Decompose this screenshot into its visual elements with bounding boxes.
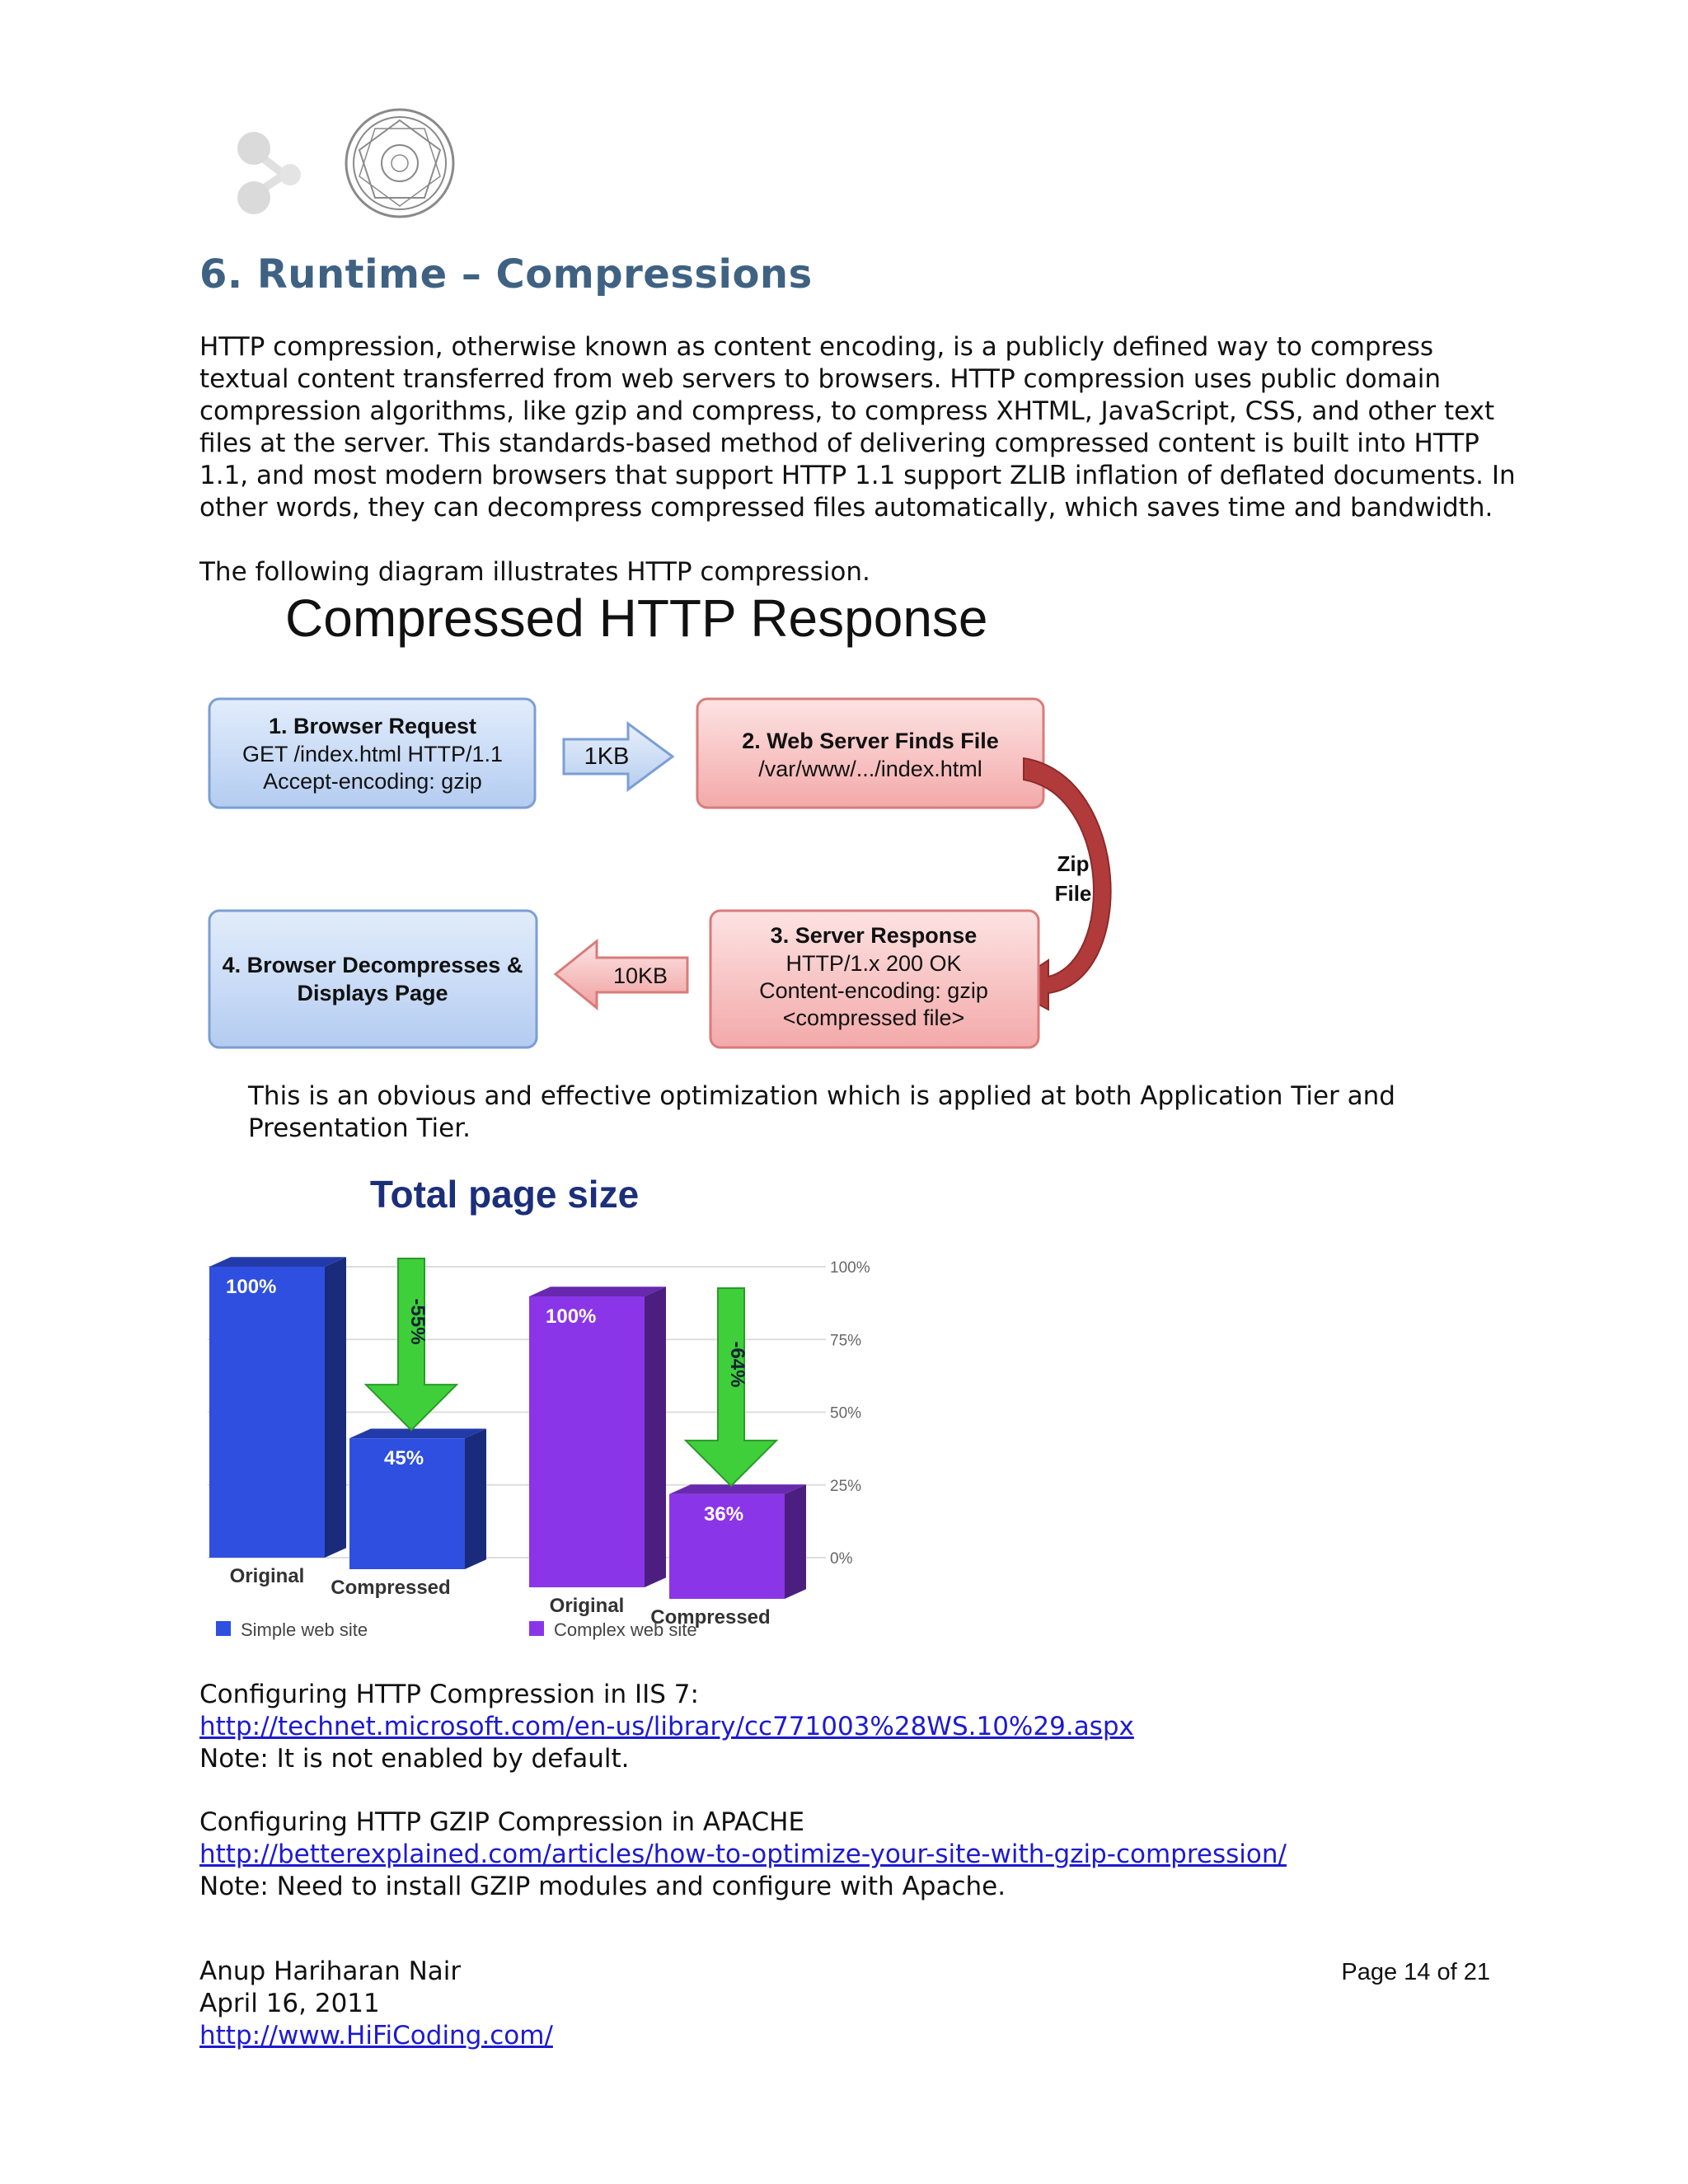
box3-title: 3. Server Response (770, 923, 978, 948)
iis-section (199, 1679, 1518, 1775)
diagram-intro: The following diagram illustrates HTTP compression. (199, 557, 870, 587)
category-label: Compressed (650, 1606, 771, 1629)
browser-request-box (209, 699, 535, 808)
bar-complex-original (529, 1286, 666, 1617)
apache-section (199, 1807, 1518, 1903)
optimization-text: This is an obvious and effective optimization which is applied at both Application Tier and Presentation Tier. (248, 1081, 1395, 1143)
request-arrow (564, 724, 673, 790)
curve-label-line1: Zip (1057, 851, 1090, 876)
diagram-title: Compressed HTTP Response (285, 588, 988, 648)
reduction-arrow (686, 1288, 776, 1486)
legend-swatch (216, 1621, 231, 1636)
bar-value-label: 45% (384, 1447, 424, 1470)
box4-title-line2: Displays Page (297, 981, 448, 1005)
footer-author: Anup Hariharan Nair (199, 1957, 462, 1986)
response-size-label: 10KB (612, 963, 668, 988)
legend-label: Complex web site (554, 1619, 697, 1640)
y-tick-label: 25% (830, 1477, 862, 1495)
y-tick-label: 50% (830, 1404, 862, 1422)
box3-line3: <compressed file> (782, 1005, 965, 1030)
reduction-label: -64% (726, 1341, 748, 1388)
legend-swatch (529, 1621, 544, 1636)
server-response-box (710, 911, 1039, 1047)
legend-label: Simple web site (241, 1619, 368, 1640)
chart-y-ticks (830, 1259, 870, 1568)
box2-title: 2. Web Server Finds File (742, 729, 999, 753)
apache-note: Note: Need to install GZIP modules and configure with Apache. (199, 1872, 1006, 1901)
iis-link[interactable]: http://technet.microsoft.com/en-us/library/cc771003%28WS.10%29.aspx (199, 1712, 1134, 1741)
http-compression-diagram (199, 585, 1147, 1055)
y-tick-label: 75% (830, 1332, 862, 1350)
chart-legend (216, 1619, 697, 1640)
web-server-box (697, 699, 1043, 808)
apache-heading: Configuring HTTP GZIP Compression in APACHE (199, 1807, 805, 1837)
header-logos (223, 107, 470, 231)
chart-title: Total page size (369, 1173, 640, 1216)
box3-line2: Content-encoding: gzip (759, 978, 988, 1003)
section-title: 6. Runtime – Compressions (199, 251, 813, 298)
page-number: Page 14 of 21 (1341, 1959, 1490, 1985)
bar-top (209, 1257, 346, 1267)
box2-line1: /var/www/.../index.html (758, 757, 982, 781)
iis-heading: Configuring HTTP Compression in IIS 7: (199, 1680, 699, 1709)
apache-link[interactable]: http://betterexplained.com/articles/how-to-optimize-your-site-with-gzip-compression/ (199, 1840, 1287, 1869)
box1-title: 1. Browser Request (268, 714, 477, 738)
request-size-label: 1KB (584, 743, 630, 770)
reduction-arrow (366, 1258, 457, 1430)
footer-date: April 16, 2011 (199, 1989, 380, 2018)
bar-front (209, 1267, 325, 1558)
reduction-label: -55% (406, 1298, 429, 1345)
seal-logo-icon (346, 110, 453, 217)
bar-top (529, 1286, 666, 1296)
intro-paragraph (199, 331, 1518, 524)
response-arrow (556, 941, 687, 1008)
bar-side (465, 1428, 486, 1569)
category-label: Original (549, 1595, 625, 1617)
bar-front (529, 1296, 645, 1587)
footer-left (199, 1956, 1518, 2052)
category-label: Original (229, 1565, 305, 1587)
category-label: Compressed (331, 1577, 451, 1599)
bar-value-label: 36% (704, 1502, 744, 1526)
bar-top (349, 1428, 486, 1438)
box1-line2: Accept-encoding: gzip (263, 769, 482, 794)
iis-note: Note: It is not enabled by default. (199, 1744, 630, 1774)
bar-top (669, 1484, 806, 1494)
bar-value-label: 100% (226, 1276, 277, 1298)
bar-side (785, 1484, 806, 1599)
bar-simple-original (209, 1257, 346, 1587)
bar-side (325, 1257, 346, 1558)
bar-value-label: 100% (546, 1305, 597, 1328)
box1-line1: GET /index.html HTTP/1.1 (241, 742, 504, 766)
y-tick-label: 0% (830, 1550, 853, 1568)
box4-title-line1: 4. Browser Decompresses & (222, 953, 523, 977)
curve-label-line2: File (1054, 881, 1092, 906)
total-page-size-chart (199, 1158, 925, 1657)
bar-side (645, 1286, 666, 1587)
bar-complex-compressed (650, 1484, 806, 1629)
chart-bars (209, 1257, 806, 1629)
intro-text: HTTP compression, otherwise known as content encoding, is a publicly defined way to compress textual content transferred from web servers to browsers. HTTP compression uses public domain compression algorithms, like gzip and compress, to compress XHTML, JavaScript, CSS, and other text files at the server. This standards-based method of delivering compressed content is built into HTTP 1.1, and most modern browsers that support HTTP 1.1 support ZLIB inflation of deflated documents. In other words, they can decompress compressed files automatically, which saves time and bandwidth. (199, 332, 1516, 523)
footer-website-link[interactable]: http://www.HiFiCoding.com/ (199, 2021, 553, 2050)
box3-line1: HTTP/1.x 200 OK (785, 951, 962, 976)
browser-decompresses-box (209, 911, 537, 1047)
share-logo-icon (237, 132, 301, 214)
y-tick-label: 100% (830, 1259, 870, 1277)
bar-simple-compressed (331, 1428, 486, 1599)
